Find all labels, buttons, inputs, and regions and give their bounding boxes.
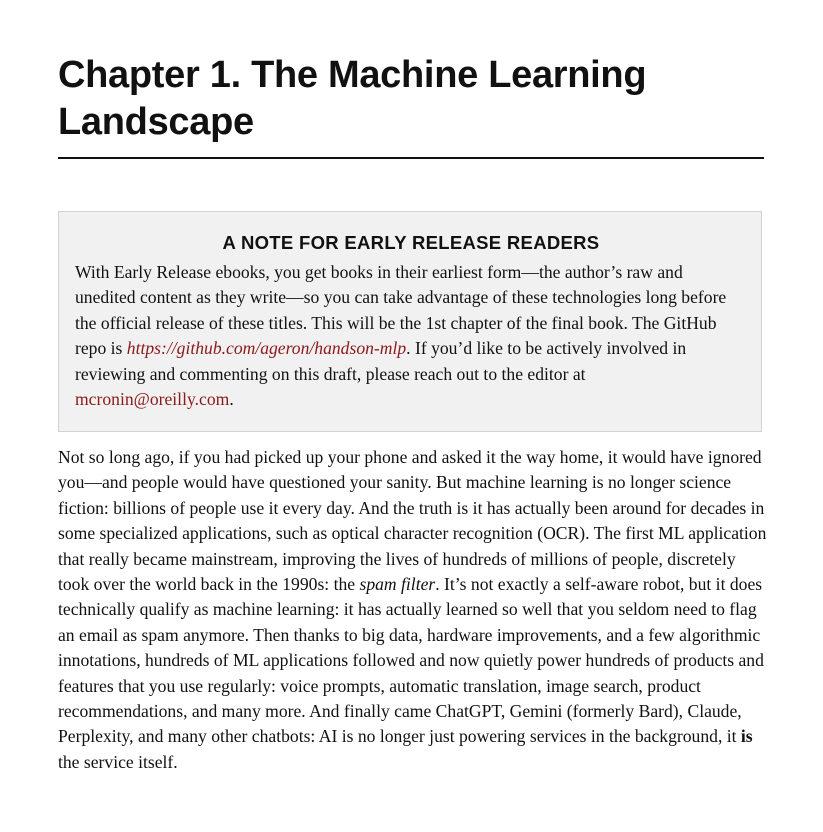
- chapter-title: Chapter 1. The Machine Learning Landscape: [58, 54, 647, 143]
- note-heading: A NOTE FOR EARLY RELEASE READERS: [222, 232, 600, 253]
- spam-filter-term: spam filter: [359, 574, 436, 595]
- intro-text-part-1: Not so long ago, if you had picked up your phone and asked it the way home, it would have ignored you—and people would have questioned your sanity. But machine learning is no longer science fiction: billions of people use it every day. And the truth is it has actually been around for decades in some specialized applications, such as optical character recognition (OCR). The first ML application that really became mainstream, improving the lives of hundreds of millions of people, discretely took over the world back in the 1990s: the: [58, 447, 767, 595]
- early-release-note: [58, 211, 762, 432]
- note-text: [75, 260, 747, 412]
- intro-text-part-2: . It’s not exactly a self-aware robot, but it does technically qualify as machine learning: it has actually learned so well that you seldom need to flag an email as spam anymore. Then thanks to big data, hardware improvements, and a few algorithmic innotations, hundreds of ML applications followed and now quietly power hundreds of products and features that you use regularly: voice prompts, automatic translation, image search, product recommendations, and many more. And finally came ChatGPT, Gemini (formerly Bard), Claude, Perplexity, and many other chatbots: AI is no longer just powering services in the background, it: [58, 574, 764, 747]
- intro-text-part-3: the service itself.: [58, 751, 178, 772]
- note-text-intro: With Early Release ebooks, you get books in their earliest form—the author’s raw and unedited content as they write—so you can take advantage of these technologies long before the official release of these titles. This will be the 1st chapter of the final book. The GitHub repo is: [75, 262, 727, 359]
- emphasis-is: is: [740, 726, 753, 747]
- intro-paragraph: [58, 445, 768, 775]
- note-text-middle: . If you’d like to be actively involved in reviewing and commenting on this draft, please reach out to the editor at: [75, 338, 687, 384]
- editor-email-link[interactable]: mcronin@oreilly.com: [75, 389, 230, 410]
- github-repo-link[interactable]: https://github.com/ageron/handson-mlp: [126, 338, 407, 359]
- title-divider: [58, 157, 764, 159]
- note-text-end: .: [229, 389, 234, 410]
